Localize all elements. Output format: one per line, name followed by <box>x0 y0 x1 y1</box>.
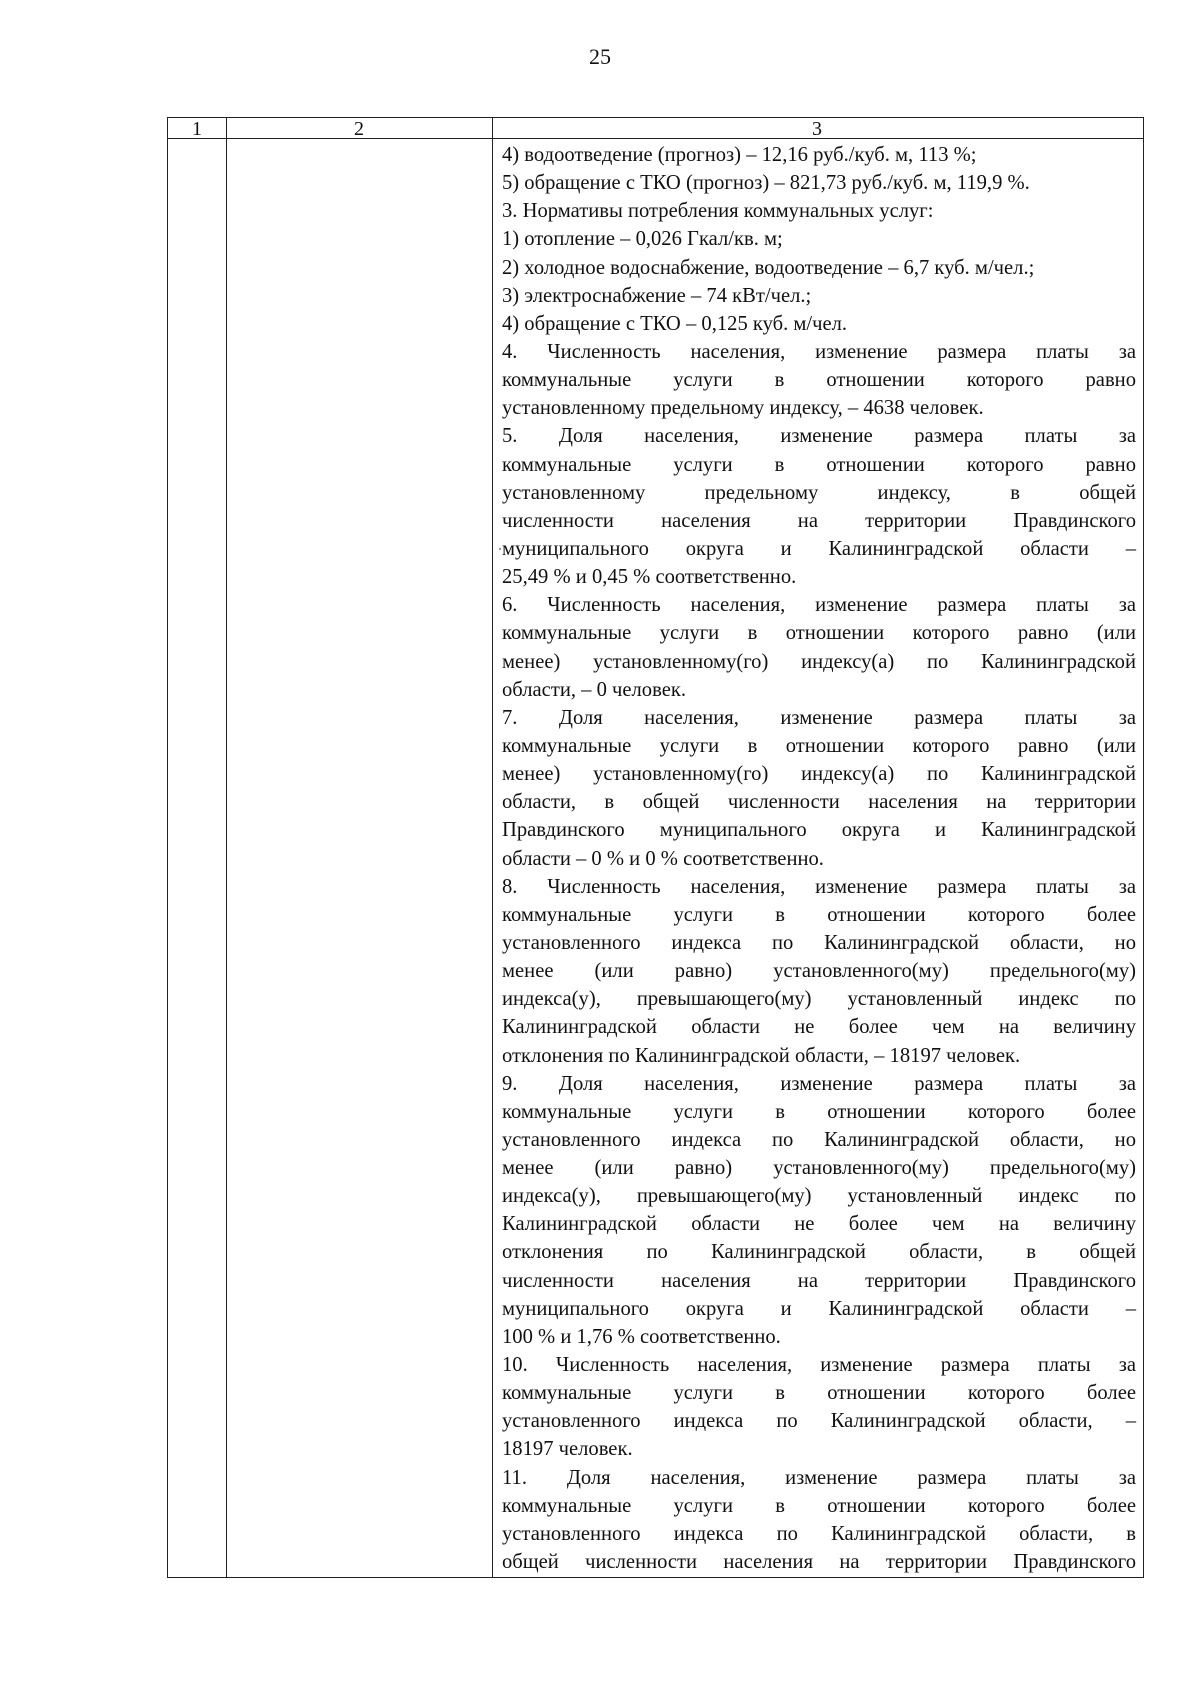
document-table <box>167 117 1144 1578</box>
text-line: 100 % и 1,76 % соответственно. <box>502 1325 781 1348</box>
column-header-2: 2 <box>354 118 364 140</box>
text-line: Калининградской области не более чем на величину <box>502 1213 1136 1236</box>
text-line: численности населения на территории Правдинского <box>502 509 1136 532</box>
text-line: 3) электроснабжение – 74 кВт/чел.; <box>502 284 812 307</box>
text-line: 4) водоотведение (прогноз) – 12,16 руб./куб. м, 113 %; <box>502 144 977 166</box>
text-line: установленного индекса по Калининградской области, но <box>502 931 1136 954</box>
text-line: общей численности населения на территории Правдинского <box>502 1551 1136 1574</box>
column-3-text <box>502 141 1136 1576</box>
text-line: 10. Численность населения, изменение размера платы за <box>502 1354 1136 1377</box>
text-line: 6. Численность населения, изменение размера платы за <box>502 594 1136 617</box>
text-line: менее (или равно) установленного(му) предельного(му) <box>502 960 1136 983</box>
text-line: отклонения по Калининградской области, – 18197 человек. <box>502 1044 1021 1067</box>
text-line: 2) холодное водоснабжение, водоотведение – 6,7 куб. м/чел.; <box>502 256 1035 279</box>
text-line: коммунальные услуги в отношении которого равно (или <box>502 734 1136 757</box>
text-line: коммунальные услуги в отношении которого более <box>502 1100 1136 1123</box>
scan-speck <box>499 548 501 550</box>
text-line: численности населения на территории Правдинского <box>502 1269 1136 1292</box>
text-line: 7. Доля населения, изменение размера платы за <box>502 706 1136 729</box>
text-line: 8. Численность населения, изменение размера платы за <box>502 875 1136 898</box>
text-line: менее (или равно) установленного(му) предельного(му) <box>502 1157 1136 1180</box>
text-line: 11. Доля населения, изменение размера платы за <box>502 1466 1136 1489</box>
text-line: установленного индекса по Калининградской области, – <box>502 1410 1136 1433</box>
text-line: муниципального округа и Калининградской области – <box>502 537 1136 560</box>
text-line: 9. Доля населения, изменение размера платы за <box>502 1072 1136 1095</box>
text-line: области – 0 % и 0 % соответственно. <box>502 847 824 870</box>
column-divider <box>492 118 493 1577</box>
text-line: индекса(у), превышающего(му) установленный индекс по <box>502 1185 1136 1208</box>
text-line: муниципального округа и Калининградской области – <box>502 1297 1136 1320</box>
text-line: коммунальные услуги в отношении которого равно <box>502 369 1136 392</box>
column-header-1: 1 <box>192 118 202 140</box>
text-line: установленному предельному индексу, в общей <box>502 481 1136 504</box>
text-line: 3. Нормативы потребления коммунальных услуг: <box>502 200 934 223</box>
text-line: 4. Численность населения, изменение размера платы за <box>502 340 1136 363</box>
text-line: установленного индекса по Калининградской области, в <box>502 1522 1136 1545</box>
page-number: 25 <box>589 44 611 69</box>
text-line: коммунальные услуги в отношении которого более <box>502 1382 1136 1405</box>
text-line: коммунальные услуги в отношении которого более <box>502 1494 1136 1517</box>
text-line: установленному предельному индексу, – 4638 человек. <box>502 397 984 420</box>
text-line: 25,49 % и 0,45 % соответственно. <box>502 566 797 589</box>
text-line: области, в общей численности населения на территории <box>502 791 1136 814</box>
text-line: 18197 человек. <box>502 1438 633 1461</box>
text-line: 1) отопление – 0,026 Гкал/кв. м; <box>502 228 783 251</box>
text-line: менее) установленному(го) индексу(а) по Калининградской <box>502 763 1136 786</box>
text-line: менее) установленному(го) индексу(а) по Калининградской <box>502 650 1136 673</box>
column-header-3: 3 <box>812 118 822 140</box>
text-line: области, – 0 человек. <box>502 678 686 701</box>
text-line: коммунальные услуги в отношении которого равно <box>502 453 1136 476</box>
column-divider <box>226 118 227 1577</box>
text-line: коммунальные услуги в отношении которого более <box>502 903 1136 926</box>
text-line: Правдинского муниципального округа и Калининградской <box>502 819 1136 842</box>
text-line: индекса(у), превышающего(му) установленный индекс по <box>502 988 1136 1011</box>
text-line: коммунальные услуги в отношении которого равно (или <box>502 622 1136 645</box>
header-divider <box>168 138 1143 139</box>
text-line: установленного индекса по Калининградской области, но <box>502 1128 1136 1151</box>
text-line: 5) обращение с ТКО (прогноз) – 821,73 руб./куб. м, 119,9 %. <box>502 172 1030 195</box>
text-line: отклонения по Калининградской области, в общей <box>502 1241 1136 1264</box>
text-line: Калининградской области не более чем на величину <box>502 1016 1136 1039</box>
text-line: 4) обращение с ТКО – 0,125 куб. м/чел. <box>502 312 848 335</box>
text-line: 5. Доля населения, изменение размера платы за <box>502 425 1136 448</box>
